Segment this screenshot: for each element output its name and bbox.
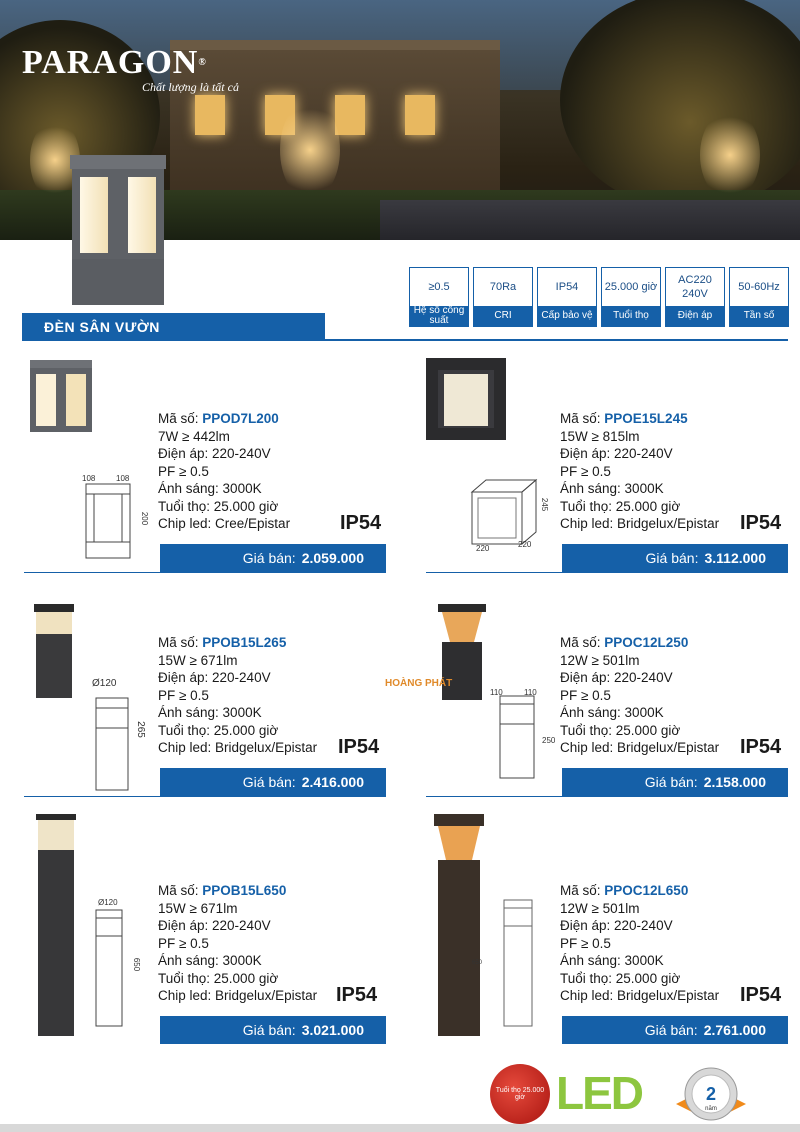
lifetime: Tuổi thọ: 25.000 giờ [560,970,681,986]
footer-bar [0,1124,800,1132]
product-card [22,576,384,804]
dimension-label: 108 [116,474,130,483]
spec-label: Cấp bảo vệ [538,306,596,326]
product-code: PPOC12L250 [604,635,689,650]
price-label: Giá bán: [242,550,296,566]
price-value: 2.059.000 [301,550,364,566]
ip-rating: IP54 [336,984,378,1006]
brand-logo [22,46,239,95]
price-underline [426,572,788,573]
price-label: Giá bán: [644,1022,698,1038]
section-title: ĐÈN SÂN VƯỜN [44,319,160,335]
product-code: PPOC12L650 [604,883,689,898]
technical-drawing [92,694,132,794]
product-card [424,810,786,1038]
chip: Chip led: Bridgelux/Epistar [560,740,720,755]
dimension-label: 650 [472,960,483,966]
code-label: Mã số: [560,411,601,426]
tree [560,0,800,210]
technical-drawing [494,692,544,782]
product-info [158,882,317,1005]
spec-value: AC220 240V [678,274,712,300]
price-underline [24,572,386,573]
lifetime: Tuổi thọ: 25.000 giờ [158,970,279,986]
power-factor: PF ≥ 0.5 [560,463,611,479]
brand-name: PARAGON [22,44,199,81]
section-divider [22,339,788,341]
product-code: PPOD7L200 [202,411,279,426]
code-label: Mã số: [560,635,601,650]
registered-mark: ® [198,57,207,68]
chip: Chip led: Bridgelux/Epistar [158,740,318,755]
color-temp: Ánh sáng: 3000K [158,705,262,720]
voltage: Điện áp: 220-240V [158,670,271,685]
power-factor: PF ≥ 0.5 [158,687,209,703]
spec-label: Tuổi thọ [602,306,660,326]
product-code: PPOE15L245 [604,411,688,426]
color-temp: Ánh sáng: 3000K [158,953,262,968]
lifetime: Tuổi thọ: 25.000 giờ [158,498,279,514]
product-photo [30,360,92,432]
price-value: 2.158.000 [703,774,766,790]
brand-slogan: Chất lượng là tất cả [142,80,239,94]
price-label: Giá bán: [242,774,296,790]
product-photo [36,814,76,1038]
spec-label: Tần số [730,306,788,326]
price-label: Giá bán: [242,1022,296,1038]
power-factor: PF ≥ 0.5 [560,687,611,703]
product-card [22,352,384,580]
dimension-label: 108 [82,474,96,483]
spec-value: IP54 [555,281,579,293]
spec-value: 50-60Hz [738,281,780,293]
voltage: Điện áp: 220-240V [560,918,673,933]
light-glow [700,110,760,200]
spec-label: Điện áp [666,306,724,326]
spec-box [473,267,533,327]
power-factor: PF ≥ 0.5 [158,935,209,951]
chip: Chip led: Bridgelux/Epistar [560,988,720,1003]
lifetime: Tuổi thọ: 25.000 giờ [560,722,681,738]
dimension-label: 220 [476,544,490,553]
power-factor: PF ≥ 0.5 [560,935,611,951]
ip-rating: IP54 [740,736,782,758]
product-code: PPOB15L650 [202,883,287,898]
product-card [424,576,786,804]
spec-box [537,267,597,327]
price-label: Giá bán: [644,774,698,790]
price-value: 2.761.000 [703,1022,766,1038]
window [195,95,225,135]
spec-boxes [409,267,789,327]
ip-rating: IP54 [740,512,782,534]
spec-value: ≥0.5 [428,281,450,293]
hero-lamp-image [70,155,166,305]
product-photo [426,358,506,440]
dimension-label: 110 [490,688,503,697]
voltage: Điện áp: 220-240V [158,446,271,461]
driveway [380,200,800,240]
ip-rating: IP54 [338,736,380,758]
power: 15W ≥ 671lm [158,900,238,916]
price-value: 3.021.000 [301,1022,364,1038]
chip: Chip led: Bridgelux/Epistar [560,516,720,531]
power: 15W ≥ 671lm [158,652,238,668]
light-glow [280,100,340,200]
color-temp: Ánh sáng: 3000K [158,481,262,496]
voltage: Điện áp: 220-240V [560,670,673,685]
watermark: HOÀNG PHÁT [385,678,453,689]
price-bar [160,544,386,572]
product-photo [434,814,484,1038]
price-bar [562,544,788,572]
spec-box [409,267,469,327]
product-photo [34,604,74,698]
spec-box [601,267,661,327]
code-label: Mã số: [158,635,199,650]
dimension-label: 650 [132,957,142,972]
dimension-label: 245 [540,497,550,512]
ip-rating: IP54 [340,512,382,534]
product-info [560,634,719,757]
power: 7W ≥ 442lm [158,428,230,444]
technical-drawing [80,480,144,562]
code-label: Mã số: [560,883,601,898]
window [335,95,365,135]
dimension-label: 200 [140,511,150,526]
dimension-label: 250 [542,736,556,745]
lifetime: Tuổi thọ: 25.000 giờ [560,498,681,514]
spec-label: Hệ số công suất [410,306,468,326]
price-value: 2.416.000 [301,774,364,790]
lifetime: Tuổi thọ: 25.000 giờ [158,722,279,738]
dimension-label: 110 [524,688,537,697]
product-info [560,410,719,533]
dimension-label: Ø120 [92,678,117,689]
led-logo: LED [556,1067,642,1119]
price-bar [160,768,386,796]
spec-box [729,267,789,327]
lifetime-badge: Tuổi thọ 25.000 giờ [490,1064,550,1124]
product-code: PPOB15L265 [202,635,287,650]
power: 12W ≥ 501lm [560,652,640,668]
price-bar [562,1016,788,1044]
warranty-unit: năm [705,1106,717,1112]
code-label: Mã số: [158,411,199,426]
power: 15W ≥ 815lm [560,428,640,444]
spec-value: 70Ra [489,281,517,293]
price-value: 3.112.000 [704,550,766,566]
product-info [158,410,290,533]
voltage: Điện áp: 220-240V [158,918,271,933]
spec-value: 25.000 giờ [604,281,658,293]
product-info [560,882,719,1005]
dimension-label: 265 [134,721,146,738]
spec-box [665,267,725,327]
price-label: Giá bán: [645,550,699,566]
price-underline [426,796,788,797]
product-info [158,634,317,757]
voltage: Điện áp: 220-240V [560,446,673,461]
ip-rating: IP54 [740,984,782,1006]
price-underline [24,796,386,797]
chip: Chip led: Cree/Epistar [158,516,291,531]
window [405,95,435,135]
price-bar [562,768,788,796]
color-temp: Ánh sáng: 3000K [560,705,664,720]
chip: Chip led: Bridgelux/Epistar [158,988,318,1003]
technical-drawing [498,896,538,1030]
price-bar [160,1016,386,1044]
color-temp: Ánh sáng: 3000K [560,953,664,968]
dimension-label: Ø120 [98,898,118,907]
power-factor: PF ≥ 0.5 [158,463,209,479]
technical-drawing [92,906,126,1030]
product-card [22,810,384,1038]
product-card [424,352,786,580]
dimension-label: 220 [518,540,532,549]
power: 12W ≥ 501lm [560,900,640,916]
spec-label: CRI [474,306,532,326]
warranty-badge [676,1064,746,1124]
warranty-years: 2 [705,1084,717,1104]
code-label: Mã số: [158,883,199,898]
color-temp: Ánh sáng: 3000K [560,481,664,496]
